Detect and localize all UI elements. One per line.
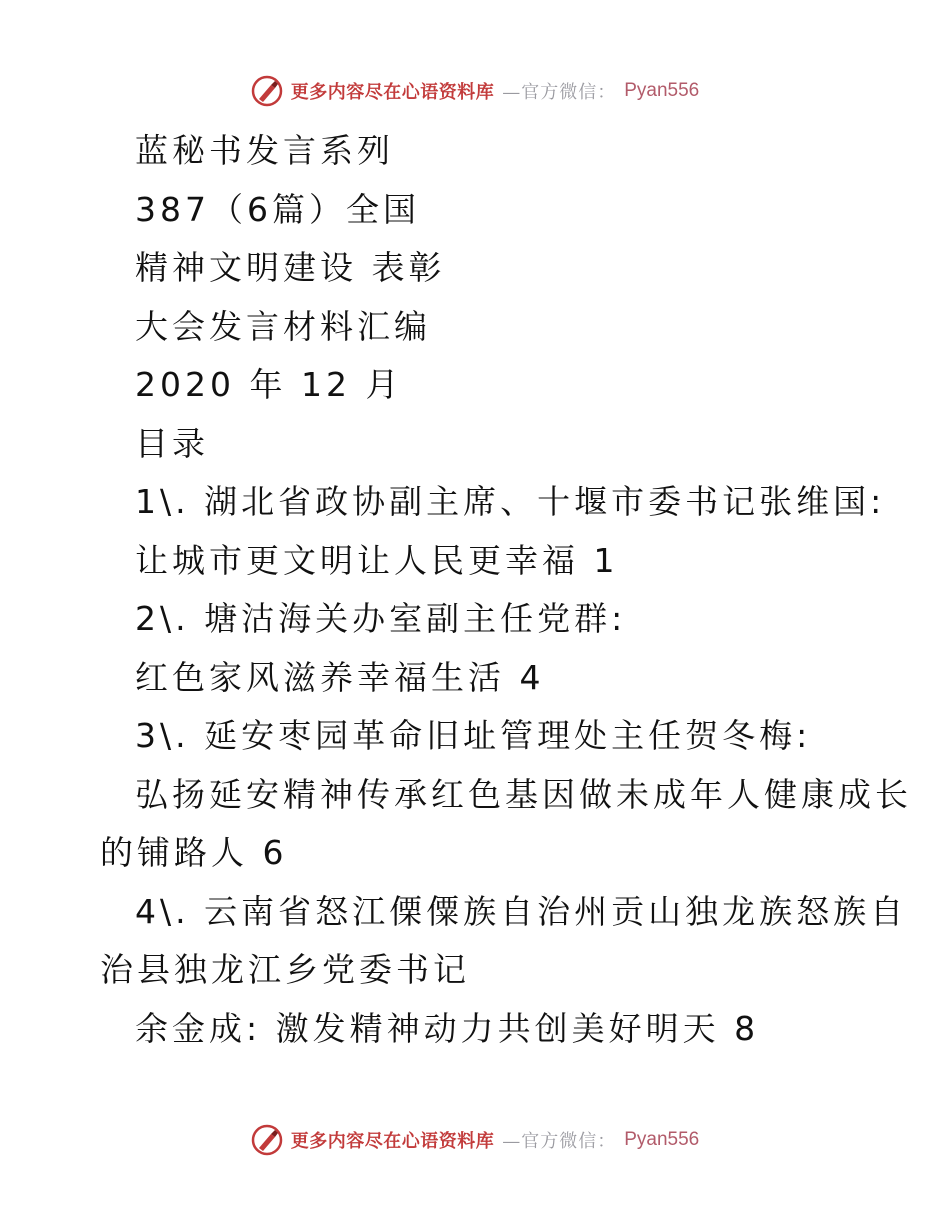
collection-title: 大会发言材料汇编 bbox=[135, 306, 431, 346]
header-watermark bbox=[0, 74, 950, 108]
series-title: 蓝秘书发言系列 bbox=[135, 131, 394, 170]
watermark-brand: 更多内容尽在心语资料库 bbox=[290, 1131, 495, 1152]
toc-entry-3-title-cont: 的铺路人 6 bbox=[100, 833, 288, 872]
watermark-wechat-id: Pyan556 bbox=[624, 80, 700, 101]
toc-entry-1-title: 让城市更文明让人民更幸福 1 bbox=[135, 540, 619, 580]
toc-entry-4-speaker: 4\. 云南省怒江傈僳族自治州贡山独龙族怒族自 bbox=[135, 891, 908, 931]
toc-entry-3-speaker: 3\. 延安枣园革命旧址管理处主任贺冬梅: bbox=[135, 716, 812, 755]
pen-logo-icon bbox=[251, 1124, 283, 1156]
watermark-brand: 更多内容尽在心语资料库 bbox=[290, 82, 495, 103]
watermark-separator: —官方微信： bbox=[502, 82, 617, 103]
topic-line: 精神文明建设 表彰 bbox=[135, 248, 446, 287]
toc-entry-4-speaker-cont: 治县独龙江乡党委书记 bbox=[100, 950, 470, 989]
date-line: 2020 年 12 月 bbox=[135, 365, 403, 404]
footer-watermark bbox=[0, 1123, 950, 1157]
document-body bbox=[0, 122, 950, 1058]
toc-entry-2-title: 红色家风滋养幸福生活 4 bbox=[135, 657, 545, 697]
issue-line: 387（6篇）全国 bbox=[135, 189, 420, 229]
toc-entry-3-title: 弘扬延安精神传承红色基因做未成年人健康成长 bbox=[135, 774, 912, 814]
toc-entry-4-title: 余金成: 激发精神动力共创美好明天 8 bbox=[135, 1008, 760, 1048]
toc-heading: 目录 bbox=[135, 423, 209, 463]
toc-entry-1-speaker: 1\. 湖北省政协副主席、十堰市委书记张维国: bbox=[135, 482, 886, 521]
watermark-separator: —官方微信： bbox=[502, 1131, 617, 1152]
watermark-wechat-id: Pyan556 bbox=[624, 1129, 700, 1150]
pen-logo-icon bbox=[251, 75, 283, 107]
toc-entry-2-speaker: 2\. 塘沽海关办室副主任党群: bbox=[135, 599, 627, 638]
